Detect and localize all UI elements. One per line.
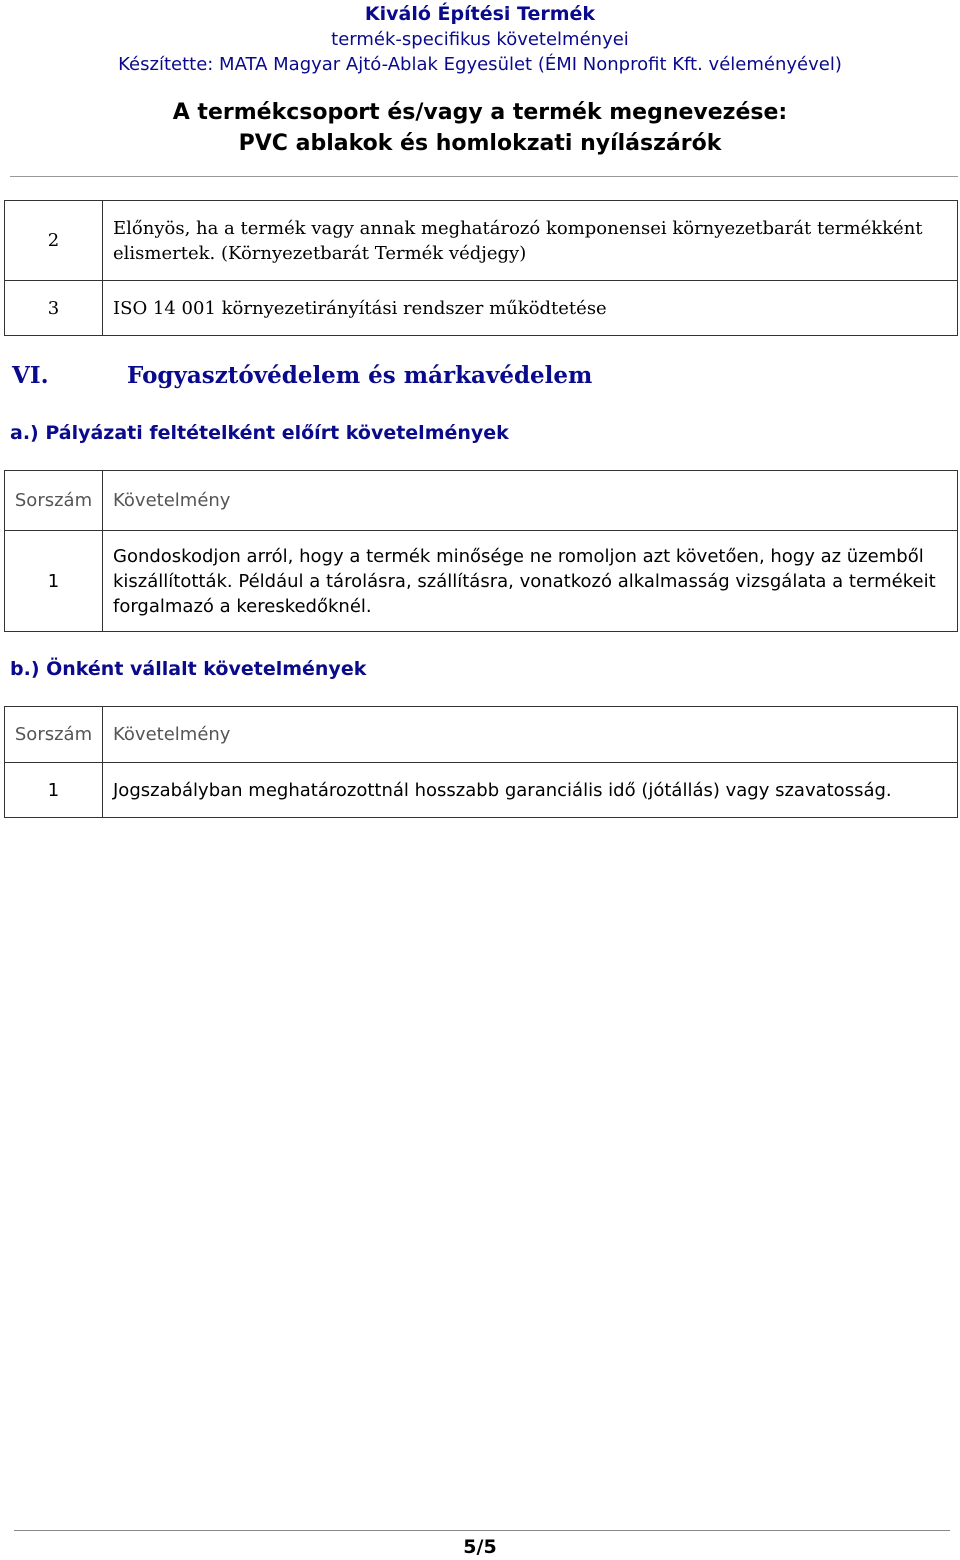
header-divider [10, 176, 958, 177]
header-title: Kiváló Építési Termék [364, 3, 596, 25]
product-group-label: A termékcsoport és/vagy a termék megnevezése: [172, 100, 788, 125]
product-group-title [0, 97, 960, 159]
column-header-number: Sorszám [5, 471, 103, 531]
column-header-requirement: Követelmény [103, 471, 958, 531]
row-number: 3 [5, 281, 103, 336]
table-row [5, 531, 958, 632]
row-number: 1 [5, 531, 103, 632]
table-row [5, 201, 958, 281]
product-group-name: PVC ablakok és homlokzati nyílászárók [238, 131, 722, 156]
row-text: ISO 14 001 környezetirányítási rendszer működtetése [103, 281, 958, 336]
row-text: Jogszabályban meghatározottnál hosszabb garanciális idő (jótállás) vagy szavatosság. [103, 763, 958, 818]
part-a-heading: a.) Pályázati feltételként előírt követelmények [10, 422, 509, 444]
column-header-requirement: Követelmény [103, 707, 958, 763]
footer-divider [14, 1530, 950, 1531]
header-subtitle: termék-specifikus követelményei [331, 29, 629, 50]
table-header-row [5, 471, 958, 531]
section-number: VI. [12, 362, 49, 389]
part-b-heading: b.) Önként vállalt követelmények [10, 658, 367, 680]
voluntary-requirements-table [4, 706, 958, 818]
mandatory-requirements-table [4, 470, 958, 632]
table-header-row [5, 707, 958, 763]
page-number: 5/5 [463, 1536, 497, 1558]
header-author: Készítette: MATA Magyar Ajtó-Ablak Egyesület (ÉMI Nonprofit Kft. véleményével) [118, 54, 842, 75]
section-title: Fogyasztóvédelem és márkavédelem [127, 362, 593, 389]
row-number: 2 [5, 201, 103, 281]
row-text: Előnyös, ha a termék vagy annak meghatározó komponensei környezetbarát termékként elismertek. (Környezetbarát Termék védjegy) [103, 201, 958, 281]
document-header [0, 2, 960, 77]
table-row [5, 281, 958, 336]
environment-requirements-table [4, 200, 958, 336]
table-row [5, 763, 958, 818]
row-text: Gondoskodjon arról, hogy a termék minősége ne romoljon azt követően, hogy az üzemből kiszállították. Például a tárolásra, szállításra, vonatkozó alkalmasság vizsgálata a termékeit forgalmazó a kereskedőknél. [103, 531, 958, 632]
row-number: 1 [5, 763, 103, 818]
column-header-number: Sorszám [5, 707, 103, 763]
